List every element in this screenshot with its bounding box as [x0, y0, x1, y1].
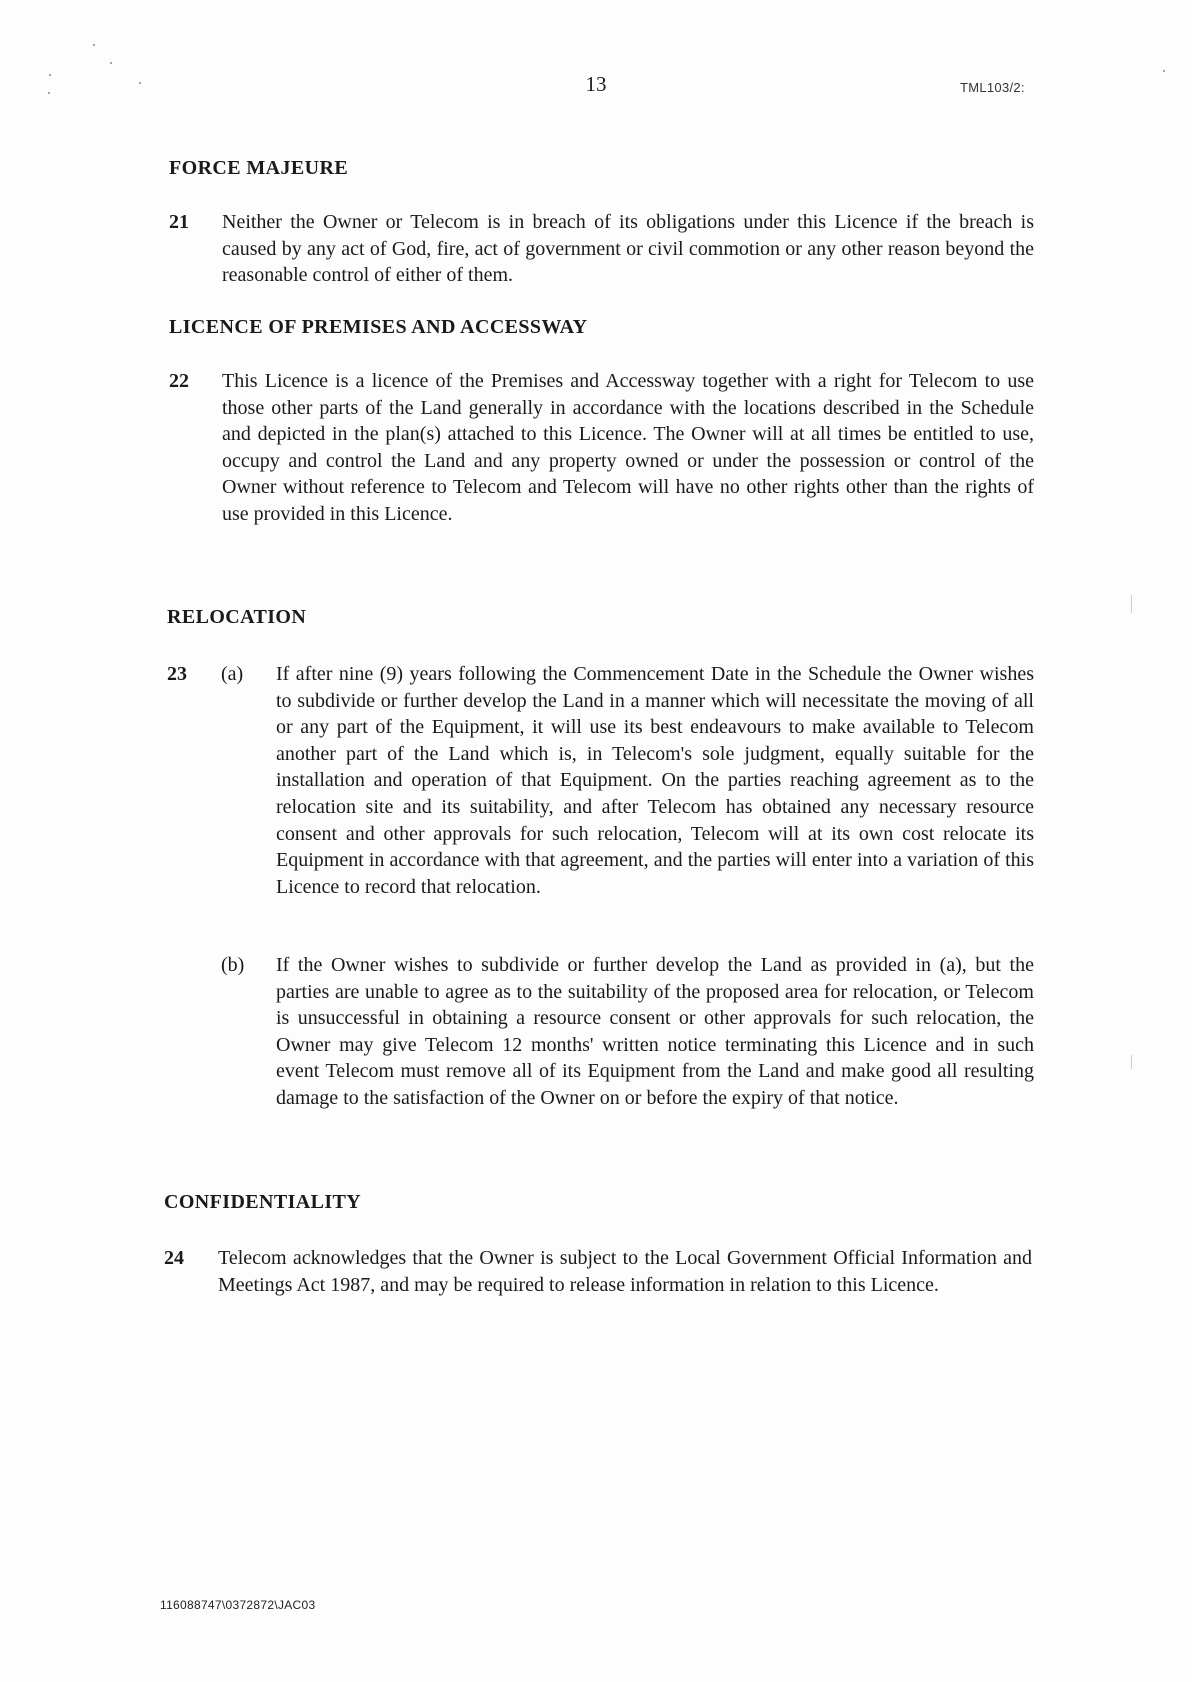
document-reference: TML103/2: — [960, 80, 1025, 95]
clause-21-text: Neither the Owner or Telecom is in breach of its obligations under this Licence if the breach is caused by any act of God, fire, act of government or civil commotion or any other reason beyond the reasonable control of either of them. — [222, 211, 1034, 287]
clause-23a-text: If after nine (9) years following the Commencement Date in the Schedule the Owner wishes to subdivide or further develop the Land in a manner which will necessitate the moving of all or any part of the Equipment, it will use its best endeavours to make available to Telecom another part of the Land which is, in Telecom's sole judgment, equally suitable for the installation and operation of that Equipment. On the parties reaching agreement as to the relocation site and its suitability, and after Telecom has obtained any necessary resource consent and other approvals for such relocation, Telecom will at its own cost relocate its Equipment in accordance with that agreement, and the parties will enter into a variation of this Licence to record that relocation. — [276, 663, 1034, 898]
scan-edge-mark — [1131, 595, 1132, 613]
section-heading-confidentiality: CONFIDENTIALITY — [164, 1191, 362, 1213]
clause-24-text: Telecom acknowledges that the Owner is subject to the Local Government Official Information and Meetings Act 1987, and may be required to release information in relation to this Licence. — [218, 1247, 1032, 1296]
clause-23b-text: If the Owner wishes to subdivide or further develop the Land as provided in (a), but the parties are unable to agree as to the suitability of the proposed area for relocation, or Telecom is unsuccessful in obtaining a resource consent or other approvals for such relocation, the Owner may give Telecom 12 months' written notice terminating this Licence and in such event Telecom must remove all of its Equipment from the Land and make good all resulting damage to the satisfaction of the Owner on or before the expiry of that notice. — [276, 954, 1034, 1109]
scan-speck — [93, 44, 95, 46]
clause-number-23: 23 — [167, 663, 187, 685]
scan-edge-mark — [1131, 1055, 1132, 1069]
footer-document-id: 116088747\0372872\JAC03 — [160, 1598, 316, 1612]
subclause-label-b: (b) — [221, 954, 245, 976]
scan-speck — [110, 62, 112, 64]
subclause-label-a: (a) — [221, 663, 244, 685]
clause-22-text: This Licence is a licence of the Premises and Accessway together with a right for Telecom to use those other parts of the Land generally in accordance with the locations described in the Schedule and depicted in the plan(s) attached to this Licence. The Owner will at all times be entitled to use, occupy and control the Land and any property owned or under the possession or control of the Owner without reference to Telecom and Telecom will have no other rights other than the rights of use provided in this Licence. — [222, 370, 1034, 525]
clause-number-21: 21 — [169, 211, 189, 233]
page-number: 13 — [585, 72, 607, 96]
section-heading-force-majeure: FORCE MAJEURE — [169, 157, 349, 179]
clause-number-24: 24 — [164, 1247, 184, 1269]
section-heading-licence: LICENCE OF PREMISES AND ACCESSWAY — [169, 316, 588, 338]
section-heading-relocation: RELOCATION — [167, 606, 307, 628]
clause-number-22: 22 — [169, 370, 189, 392]
